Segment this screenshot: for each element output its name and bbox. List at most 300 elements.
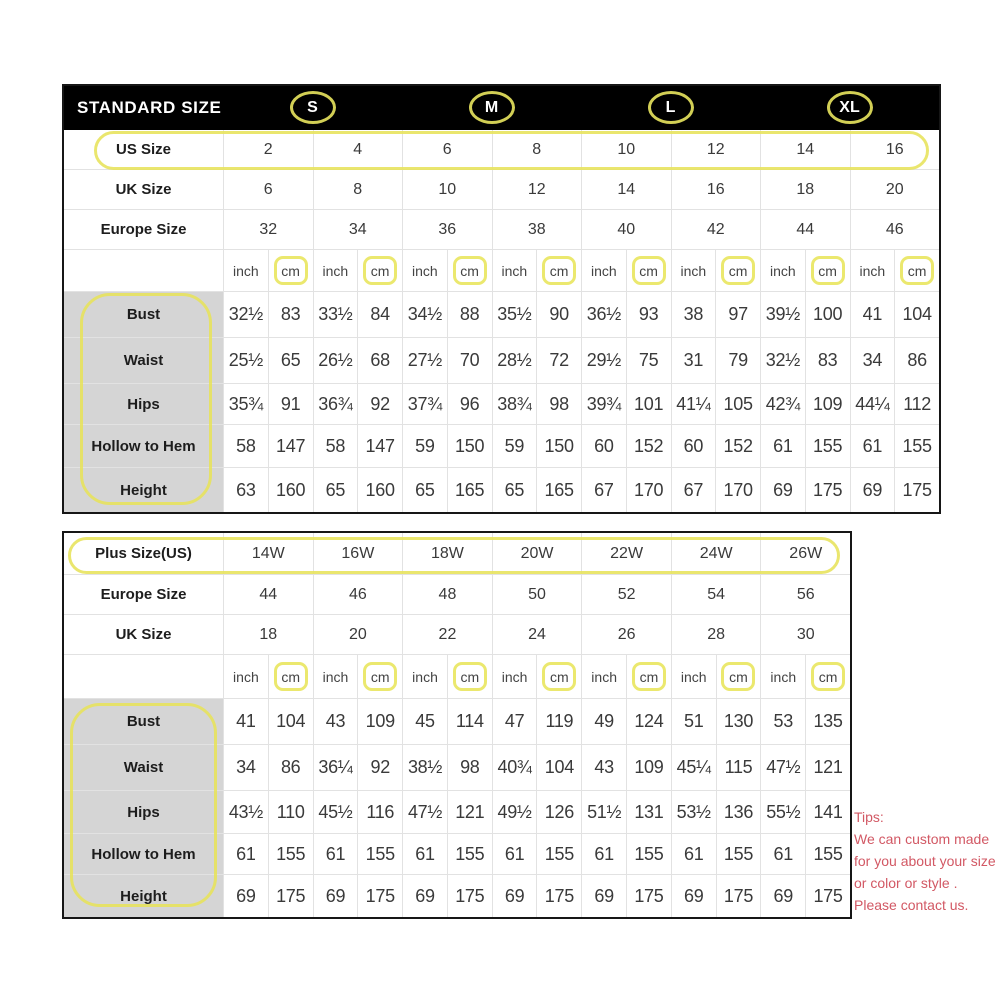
size-value: 40 — [581, 210, 671, 249]
measurement-value: 32½ — [760, 338, 805, 383]
unit-inch-label: inch — [501, 262, 528, 279]
unit-cm-cell — [805, 250, 850, 291]
row-label: Hollow to Hem — [64, 834, 223, 874]
unit-cm-cell — [894, 250, 939, 291]
size-value: 16 — [850, 130, 940, 169]
measurement-value: 93 — [626, 292, 671, 337]
size-value: 22W — [581, 533, 671, 574]
unit-row — [64, 655, 850, 699]
measurement-value: 47 — [492, 699, 537, 744]
measurement-value: 141 — [805, 791, 850, 833]
size-circle-m: M — [469, 91, 515, 124]
measurement-value: 104 — [268, 699, 313, 744]
unit-inch-label: inch — [412, 668, 438, 685]
measurement-row — [64, 468, 939, 512]
measurement-value: 67 — [671, 468, 716, 512]
unit-inch-label: inch — [680, 262, 707, 279]
measurement-value: 41 — [223, 699, 268, 744]
size-value: 14 — [581, 170, 671, 209]
measurement-value: 39¾ — [581, 384, 626, 424]
measurement-value: 135 — [805, 699, 850, 744]
tips-title: Tips: — [854, 809, 884, 825]
cm-highlight-box — [274, 256, 308, 285]
measurement-row — [64, 834, 850, 875]
unit-inch-label: inch — [501, 668, 528, 685]
unit-inch-cell — [223, 655, 268, 698]
size-value: 4 — [313, 130, 403, 169]
size-row — [64, 533, 850, 575]
tips-line-4: Please contact us. — [854, 897, 969, 913]
measurement-value: 34½ — [402, 292, 447, 337]
measurement-value: 33½ — [313, 292, 358, 337]
unit-cm-cell — [626, 655, 671, 698]
measurement-value: 175 — [357, 875, 402, 917]
standard-size-table — [62, 84, 941, 514]
measurement-value: 83 — [268, 292, 313, 337]
measurement-value: 49½ — [492, 791, 537, 833]
measurement-value: 61 — [850, 425, 895, 467]
measurement-value: 98 — [447, 745, 492, 790]
measurement-value: 53½ — [671, 791, 716, 833]
cm-highlight-box — [632, 662, 666, 691]
size-value: 26 — [581, 615, 671, 654]
measurement-value: 43 — [313, 699, 358, 744]
measurement-value: 131 — [626, 791, 671, 833]
measurement-value: 155 — [268, 834, 313, 874]
measurement-value: 79 — [715, 338, 760, 383]
measurement-value: 88 — [447, 292, 492, 337]
size-value: 26W — [760, 533, 850, 574]
cm-highlight-box — [811, 256, 845, 285]
unit-cm-label: cm — [639, 262, 658, 279]
tips-line-1: We can custom made — [854, 831, 990, 847]
measurement-value: 110 — [268, 791, 313, 833]
measurement-value: 86 — [268, 745, 313, 790]
cm-highlight-box — [453, 256, 487, 285]
unit-row-label — [64, 250, 223, 291]
unit-cm-label: cm — [460, 668, 480, 685]
cm-highlight-box — [363, 256, 397, 285]
measurement-value: 100 — [805, 292, 850, 337]
measurement-row — [64, 875, 850, 917]
cm-highlight-box — [721, 662, 755, 691]
size-value: 12 — [671, 130, 761, 169]
measurement-row — [64, 745, 850, 791]
measurement-value: 34 — [850, 338, 895, 383]
unit-inch-cell — [671, 655, 716, 698]
measurement-value: 92 — [357, 384, 402, 424]
size-value: 2 — [223, 130, 313, 169]
measurement-value: 45 — [402, 699, 447, 744]
measurement-value: 43½ — [223, 791, 268, 833]
unit-inch-label: inch — [322, 668, 349, 685]
measurement-value: 40¾ — [492, 745, 537, 790]
measurement-value: 58 — [313, 425, 358, 467]
unit-cm-cell — [447, 655, 492, 698]
measurement-value: 91 — [268, 384, 313, 424]
unit-cm-cell — [536, 250, 581, 291]
measurement-value: 69 — [581, 875, 626, 917]
tips-note — [854, 806, 1000, 916]
measurement-value: 61 — [313, 834, 358, 874]
unit-cm-cell — [626, 250, 671, 291]
unit-row — [64, 250, 939, 292]
measurement-value: 175 — [626, 875, 671, 917]
tips-line-2: for you about your size — [854, 853, 996, 869]
measurement-value: 98 — [536, 384, 581, 424]
measurement-value: 175 — [716, 875, 761, 917]
unit-cm-label: cm — [907, 262, 927, 279]
size-value: 36 — [402, 210, 492, 249]
row-label: Bust — [64, 699, 223, 744]
cm-highlight-box — [721, 256, 755, 285]
size-circle-xl: XL — [827, 91, 873, 124]
size-value: 42 — [671, 210, 761, 249]
size-value: 34 — [313, 210, 403, 249]
cm-highlight-box — [542, 662, 576, 691]
row-label: Waist — [64, 338, 223, 383]
unit-inch-cell — [223, 250, 268, 291]
unit-cm-label: cm — [370, 262, 390, 279]
row-label: Height — [64, 468, 223, 512]
unit-inch-label: inch — [770, 668, 797, 685]
measurement-value: 155 — [805, 834, 850, 874]
cm-highlight-box — [900, 256, 934, 285]
measurement-value: 114 — [447, 699, 492, 744]
measurement-value: 96 — [447, 384, 492, 424]
measurement-row — [64, 791, 850, 834]
measurement-value: 121 — [805, 745, 850, 790]
unit-cm-cell — [805, 655, 850, 698]
unit-inch-label: inch — [859, 262, 886, 279]
measurement-value: 65 — [313, 468, 358, 512]
size-value: 8 — [313, 170, 403, 209]
size-circle-s: S — [290, 91, 336, 124]
unit-inch-cell — [581, 655, 626, 698]
measurement-value: 38 — [671, 292, 716, 337]
measurement-value: 104 — [536, 745, 581, 790]
cm-highlight-box — [811, 662, 845, 691]
measurement-value: 42¾ — [760, 384, 805, 424]
size-value: 6 — [402, 130, 492, 169]
size-value: 30 — [760, 615, 850, 654]
measurement-value: 28½ — [492, 338, 537, 383]
size-row — [64, 615, 850, 655]
measurement-value: 160 — [357, 468, 402, 512]
measurement-value: 61 — [760, 425, 805, 467]
measurement-value: 119 — [536, 699, 581, 744]
measurement-value: 92 — [357, 745, 402, 790]
unit-cm-cell — [357, 250, 402, 291]
unit-inch-label: inch — [322, 262, 349, 279]
measurement-value: 36¼ — [313, 745, 358, 790]
measurement-value: 51 — [671, 699, 716, 744]
measurement-value: 109 — [805, 384, 850, 424]
row-label: UK Size — [115, 181, 172, 198]
measurement-value: 165 — [447, 468, 492, 512]
measurement-value: 47½ — [402, 791, 447, 833]
unit-cm-label: cm — [729, 668, 748, 685]
measurement-value: 147 — [357, 425, 402, 467]
measurement-value: 86 — [894, 338, 939, 383]
measurement-row — [64, 425, 939, 468]
measurement-value: 155 — [716, 834, 761, 874]
measurement-value: 152 — [626, 425, 671, 467]
size-value: 12 — [492, 170, 582, 209]
measurement-row — [64, 699, 850, 745]
plus-size-table — [62, 531, 852, 919]
cm-highlight-box — [632, 256, 666, 285]
unit-cm-label: cm — [460, 262, 479, 279]
unit-cm-cell — [536, 655, 581, 698]
measurement-value: 61 — [492, 834, 537, 874]
measurement-value: 150 — [447, 425, 492, 467]
unit-cm-cell — [715, 250, 760, 291]
measurement-value: 121 — [447, 791, 492, 833]
size-value: 46 — [313, 575, 403, 614]
measurement-value: 90 — [536, 292, 581, 337]
measurement-value: 175 — [805, 468, 850, 512]
unit-inch-label: inch — [591, 262, 617, 279]
measurement-value: 67 — [581, 468, 626, 512]
measurement-value: 69 — [492, 875, 537, 917]
measurement-row — [64, 338, 939, 384]
measurement-value: 41¼ — [671, 384, 716, 424]
measurement-value: 60 — [671, 425, 716, 467]
size-value: 50 — [492, 575, 582, 614]
measurement-value: 126 — [536, 791, 581, 833]
unit-cm-cell — [716, 655, 761, 698]
unit-inch-cell — [492, 250, 537, 291]
measurement-value: 155 — [536, 834, 581, 874]
unit-inch-label: inch — [770, 262, 796, 279]
standard-size-title: STANDARD SIZE — [77, 98, 222, 117]
measurement-value: 175 — [536, 875, 581, 917]
measurement-value: 150 — [536, 425, 581, 467]
measurement-value: 116 — [357, 791, 402, 833]
measurement-value: 155 — [626, 834, 671, 874]
row-label: Hollow to Hem — [64, 425, 223, 467]
measurement-value: 84 — [357, 292, 402, 337]
measurement-value: 65 — [492, 468, 537, 512]
size-row — [64, 210, 939, 250]
measurement-value: 69 — [671, 875, 716, 917]
size-value: 14W — [223, 533, 313, 574]
measurement-value: 155 — [357, 834, 402, 874]
unit-inch-cell — [760, 655, 805, 698]
unit-cm-label: cm — [818, 668, 838, 685]
size-value: 20 — [850, 170, 940, 209]
unit-cm-cell — [268, 250, 313, 291]
size-value: 10 — [402, 170, 492, 209]
measurement-value: 61 — [671, 834, 716, 874]
measurement-value: 175 — [447, 875, 492, 917]
measurement-value: 34 — [223, 745, 268, 790]
measurement-value: 155 — [894, 425, 939, 467]
measurement-value: 59 — [402, 425, 447, 467]
size-row — [64, 130, 939, 170]
row-label: UK Size — [115, 626, 172, 643]
size-value: 18 — [760, 170, 850, 209]
unit-inch-label: inch — [233, 668, 259, 685]
size-value: 16 — [671, 170, 761, 209]
size-value: 28 — [671, 615, 761, 654]
unit-cm-label: cm — [550, 668, 569, 685]
unit-inch-label: inch — [412, 262, 438, 279]
unit-inch-cell — [402, 655, 447, 698]
measurement-value: 35½ — [492, 292, 537, 337]
unit-cm-label: cm — [639, 668, 659, 685]
measurement-value: 101 — [626, 384, 671, 424]
size-value: 18W — [402, 533, 492, 574]
measurement-value: 165 — [536, 468, 581, 512]
measurement-value: 68 — [357, 338, 402, 383]
unit-cm-label: cm — [549, 262, 569, 279]
measurement-value: 32½ — [223, 292, 268, 337]
measurement-value: 59 — [492, 425, 537, 467]
measurement-value: 36¾ — [313, 384, 358, 424]
measurement-value: 61 — [402, 834, 447, 874]
measurement-value: 61 — [223, 834, 268, 874]
measurement-value: 29½ — [581, 338, 626, 383]
measurement-value: 45¼ — [671, 745, 716, 790]
measurement-value: 115 — [716, 745, 761, 790]
size-value: 10 — [581, 130, 671, 169]
unit-cm-label: cm — [370, 668, 390, 685]
size-row — [64, 170, 939, 210]
unit-inch-cell — [313, 655, 358, 698]
size-value: 16W — [313, 533, 403, 574]
row-label: Europe Size — [100, 586, 187, 603]
measurement-value: 27½ — [402, 338, 447, 383]
tips-line-3: or color or style . — [854, 875, 958, 891]
measurement-value: 83 — [805, 338, 850, 383]
unit-inch-label: inch — [680, 668, 707, 685]
measurement-value: 97 — [715, 292, 760, 337]
measurement-value: 41 — [850, 292, 895, 337]
measurement-value: 44¼ — [850, 384, 895, 424]
standard-size-header — [64, 86, 939, 130]
row-label: Plus Size(US) — [95, 545, 192, 562]
measurement-value: 175 — [268, 875, 313, 917]
size-value: 44 — [760, 210, 850, 249]
measurement-value: 69 — [760, 468, 805, 512]
size-value: 18 — [223, 615, 313, 654]
measurement-value: 130 — [716, 699, 761, 744]
measurement-value: 109 — [357, 699, 402, 744]
unit-row-label — [64, 655, 223, 698]
unit-cm-cell — [447, 250, 492, 291]
row-label: Bust — [64, 292, 223, 337]
row-label: Hips — [64, 384, 223, 424]
measurement-value: 25½ — [223, 338, 268, 383]
measurement-value: 58 — [223, 425, 268, 467]
unit-inch-label: inch — [233, 262, 259, 279]
measurement-value: 65 — [402, 468, 447, 512]
size-value: 20W — [492, 533, 582, 574]
size-value: 14 — [760, 130, 850, 169]
measurement-value: 170 — [626, 468, 671, 512]
measurement-value: 60 — [581, 425, 626, 467]
row-label: Hips — [64, 791, 223, 833]
size-value: 24W — [671, 533, 761, 574]
measurement-value: 61 — [760, 834, 805, 874]
unit-cm-label: cm — [818, 262, 837, 279]
measurement-value: 105 — [715, 384, 760, 424]
measurement-value: 26½ — [313, 338, 358, 383]
measurement-value: 55½ — [760, 791, 805, 833]
row-label: US Size — [115, 141, 172, 158]
standard-size-rows — [64, 130, 939, 512]
measurement-value: 69 — [313, 875, 358, 917]
unit-inch-cell — [850, 250, 895, 291]
measurement-value: 69 — [402, 875, 447, 917]
size-value: 8 — [492, 130, 582, 169]
unit-cm-label: cm — [728, 262, 748, 279]
measurement-value: 38¾ — [492, 384, 537, 424]
unit-inch-cell — [313, 250, 358, 291]
measurement-value: 43 — [581, 745, 626, 790]
measurement-value: 112 — [894, 384, 939, 424]
cm-highlight-box — [453, 662, 487, 691]
size-value: 22 — [402, 615, 492, 654]
measurement-value: 69 — [223, 875, 268, 917]
size-value: 48 — [402, 575, 492, 614]
measurement-value: 69 — [850, 468, 895, 512]
measurement-value: 39½ — [760, 292, 805, 337]
size-value: 44 — [223, 575, 313, 614]
measurement-value: 36½ — [581, 292, 626, 337]
size-value: 6 — [223, 170, 313, 209]
size-value: 20 — [313, 615, 403, 654]
measurement-value: 47½ — [760, 745, 805, 790]
measurement-value: 170 — [715, 468, 760, 512]
measurement-value: 69 — [760, 875, 805, 917]
row-label: Height — [64, 875, 223, 917]
measurement-value: 51½ — [581, 791, 626, 833]
unit-cm-cell — [357, 655, 402, 698]
measurement-value: 109 — [626, 745, 671, 790]
unit-inch-label: inch — [591, 668, 617, 685]
measurement-value: 124 — [626, 699, 671, 744]
measurement-value: 63 — [223, 468, 268, 512]
measurement-value: 160 — [268, 468, 313, 512]
size-value: 54 — [671, 575, 761, 614]
measurement-value: 75 — [626, 338, 671, 383]
unit-inch-cell — [492, 655, 537, 698]
measurement-value: 175 — [894, 468, 939, 512]
row-label: Europe Size — [100, 221, 187, 238]
measurement-value: 45½ — [313, 791, 358, 833]
size-value: 38 — [492, 210, 582, 249]
unit-cm-label: cm — [281, 668, 300, 685]
unit-inch-cell — [581, 250, 626, 291]
measurement-value: 147 — [268, 425, 313, 467]
size-value: 52 — [581, 575, 671, 614]
unit-cm-label: cm — [281, 262, 300, 279]
size-value: 46 — [850, 210, 940, 249]
measurement-value: 49 — [581, 699, 626, 744]
measurement-value: 155 — [447, 834, 492, 874]
measurement-value: 72 — [536, 338, 581, 383]
measurement-row — [64, 292, 939, 338]
measurement-value: 38½ — [402, 745, 447, 790]
measurement-value: 53 — [760, 699, 805, 744]
measurement-value: 104 — [894, 292, 939, 337]
measurement-value: 37¾ — [402, 384, 447, 424]
measurement-value: 61 — [581, 834, 626, 874]
measurement-value: 175 — [805, 875, 850, 917]
